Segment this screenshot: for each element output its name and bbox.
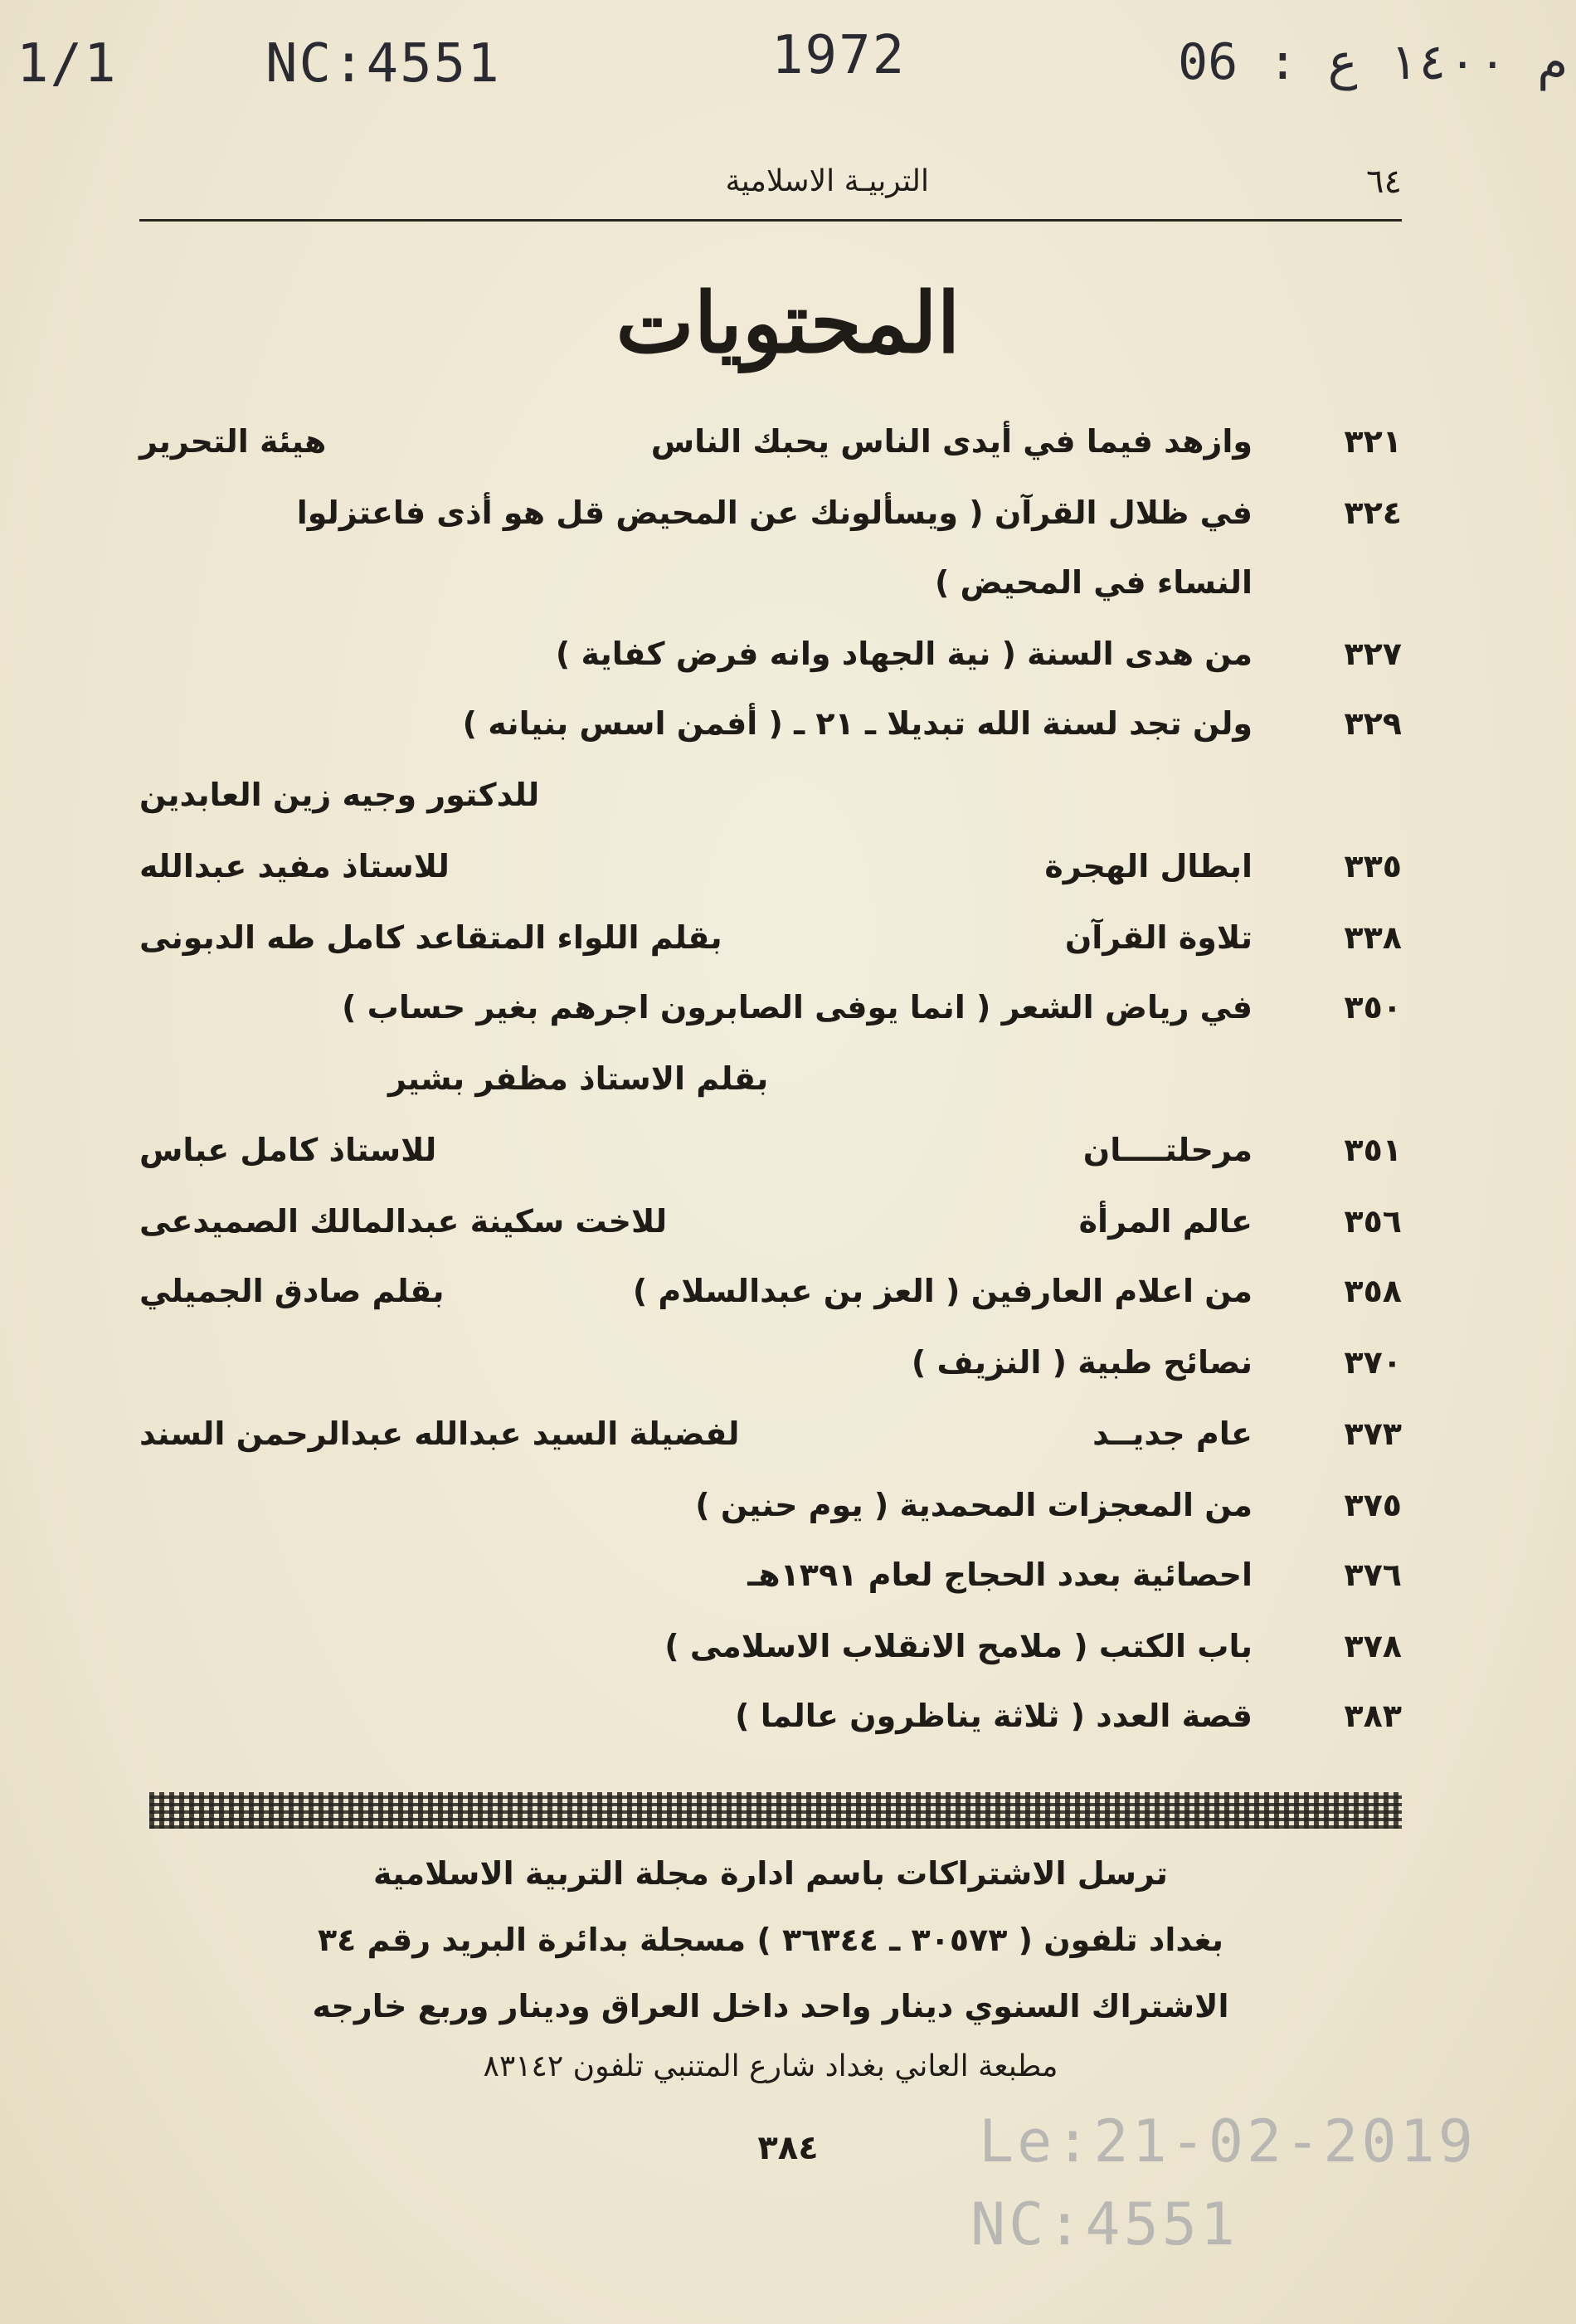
handwritten-shelfmark: م ١٤٠٠ ع : 06 bbox=[1178, 33, 1568, 91]
ornamental-divider bbox=[149, 1792, 1402, 1829]
toc-title: باب الكتب ( ملامح الانقلاب الاسلامى ) bbox=[664, 1628, 1253, 1664]
footer-price-line: الاشتراك السنوي دينار واحد داخل العراق ودينار وربع خارجه bbox=[312, 1988, 1229, 2024]
toc-row bbox=[139, 636, 1402, 694]
toc-row bbox=[139, 1698, 1402, 1756]
toc-title: تلاوة القرآن bbox=[1064, 919, 1253, 956]
toc-author: بقلم الاستاذ مظفر بشير bbox=[388, 1060, 769, 1097]
header-journal-name: التربيـة الاسلامية bbox=[725, 164, 929, 198]
toc-title: من المعجزات المحمدية ( يوم حنين ) bbox=[695, 1487, 1253, 1523]
handwritten-volume: 1/1 bbox=[17, 33, 118, 95]
footer-contact-line: بغداد تلفون ( ٣٠٥٧٣ ـ ٣٦٣٤٤ ) مسجلة بدائرة البريد رقم ٣٤ bbox=[317, 1922, 1224, 1958]
toc-author-row bbox=[139, 1060, 1402, 1118]
handwritten-date: Le:21-02-2019 bbox=[979, 2107, 1476, 2175]
toc-row bbox=[139, 1273, 1402, 1331]
toc-row bbox=[139, 495, 1402, 553]
toc-title: ولن تجد لسنة الله تبديلا ـ ٢١ ـ ( أفمن اسس بنيانه ) bbox=[462, 705, 1253, 742]
toc-row bbox=[139, 1628, 1402, 1686]
toc-page-number: ٣٢٧ bbox=[1344, 636, 1402, 672]
toc-page-number: ٣٢١ bbox=[1344, 423, 1402, 460]
toc-page-number: ٣٧٥ bbox=[1344, 1487, 1402, 1523]
toc-row bbox=[139, 423, 1402, 481]
toc-page-number: ٣٥٠ bbox=[1344, 989, 1402, 1026]
toc-author: للاستاذ كامل عباس bbox=[139, 1132, 437, 1168]
toc-title: مرحلتــــان bbox=[1082, 1132, 1253, 1168]
toc-author: بقلم اللواء المتقاعد كامل طه الدبونى bbox=[139, 919, 722, 956]
toc-title: عالم المرأة bbox=[1078, 1203, 1253, 1240]
toc-page-number: ٣٧٨ bbox=[1344, 1628, 1402, 1664]
toc-title: من هدى السنة ( نية الجهاد وانه فرض كفاية ) bbox=[555, 636, 1253, 672]
toc-title: في ظلال القرآن ( ويسألونك عن المحيض قل هو أذى فاعتزلوا bbox=[296, 495, 1253, 531]
toc-row-continuation bbox=[139, 564, 1402, 622]
toc-row bbox=[139, 705, 1402, 763]
toc-author-row bbox=[139, 777, 1402, 835]
footer-subscription-line: ترسل الاشتراكات باسم ادارة مجلة التربية الاسلامية bbox=[373, 1855, 1168, 1892]
toc-page-number: ٣٨٣ bbox=[1344, 1698, 1402, 1734]
toc-row bbox=[139, 1132, 1402, 1190]
toc-page-number: ٣٥٦ bbox=[1344, 1203, 1402, 1240]
toc-author: هيئة التحرير bbox=[139, 423, 327, 460]
toc-page-number: ٣٢٤ bbox=[1344, 495, 1402, 531]
toc-page-number: ٣٧٠ bbox=[1344, 1344, 1402, 1381]
toc-title: ابطال الهجرة bbox=[1044, 848, 1253, 884]
toc-row bbox=[139, 1344, 1402, 1402]
toc-author: للدكتور وجيه زين العابدين bbox=[139, 777, 540, 813]
toc-page-number: ٣٥٨ bbox=[1344, 1273, 1402, 1309]
toc-title: في رياض الشعر ( انما يوفى الصابرون اجرهم بغير حساب ) bbox=[342, 989, 1253, 1026]
toc-title: قصة العدد ( ثلاثة يناظرون عالما ) bbox=[735, 1698, 1253, 1734]
toc-title: عام جديــد bbox=[1092, 1415, 1253, 1452]
page-header bbox=[139, 163, 1402, 212]
bottom-page-number: ٣٨٤ bbox=[757, 2129, 819, 2167]
toc-title: احصائية بعدد الحجاج لعام ١٣٩١هـ bbox=[747, 1557, 1253, 1593]
toc-title-continuation: النساء في المحيض ) bbox=[934, 564, 1253, 601]
toc-author: للاستاذ مفيد عبدالله bbox=[139, 848, 450, 884]
toc-title: من اعلام العارفين ( العز بن عبدالسلام ) bbox=[632, 1273, 1253, 1309]
toc-row bbox=[139, 848, 1402, 906]
toc-row bbox=[139, 989, 1402, 1047]
toc-page-number: ٣٣٥ bbox=[1344, 848, 1402, 884]
toc-page-number: ٣٧٦ bbox=[1344, 1557, 1402, 1593]
toc-page-number: ٣٣٨ bbox=[1344, 919, 1402, 956]
toc-title: وازهد فيما في أيدى الناس يحبك الناس bbox=[650, 423, 1253, 460]
toc-author: للاخت سكينة عبدالمالك الصميدعى bbox=[139, 1203, 668, 1240]
handwritten-year: 1972 bbox=[771, 25, 907, 86]
toc-page-number: ٣٥١ bbox=[1344, 1132, 1402, 1168]
toc-page-number: ٣٢٩ bbox=[1344, 705, 1402, 742]
toc-page-number: ٣٧٣ bbox=[1344, 1415, 1402, 1452]
toc-row bbox=[139, 1487, 1402, 1545]
toc-author: لفضيلة السيد عبدالله عبدالرحمن السند bbox=[139, 1415, 740, 1452]
handwritten-code-bottom: NC:4551 bbox=[970, 2190, 1239, 2258]
header-page-number: ٦٤ bbox=[1366, 163, 1402, 201]
toc-row bbox=[139, 919, 1402, 977]
page-title: المحتويات bbox=[615, 274, 961, 372]
toc-row bbox=[139, 1203, 1402, 1261]
toc-row bbox=[139, 1557, 1402, 1615]
toc-row bbox=[139, 1415, 1402, 1474]
handwritten-code: NC:4551 bbox=[265, 33, 501, 95]
toc-author: بقلم صادق الجميلي bbox=[139, 1273, 445, 1309]
header-rule bbox=[139, 219, 1402, 222]
toc-title: نصائح طبية ( النزيف ) bbox=[911, 1344, 1253, 1381]
footer-printer-line: مطبعة العاني بغداد شارع المتنبي تلفون ٨٣١٤٢ bbox=[483, 2049, 1058, 2083]
